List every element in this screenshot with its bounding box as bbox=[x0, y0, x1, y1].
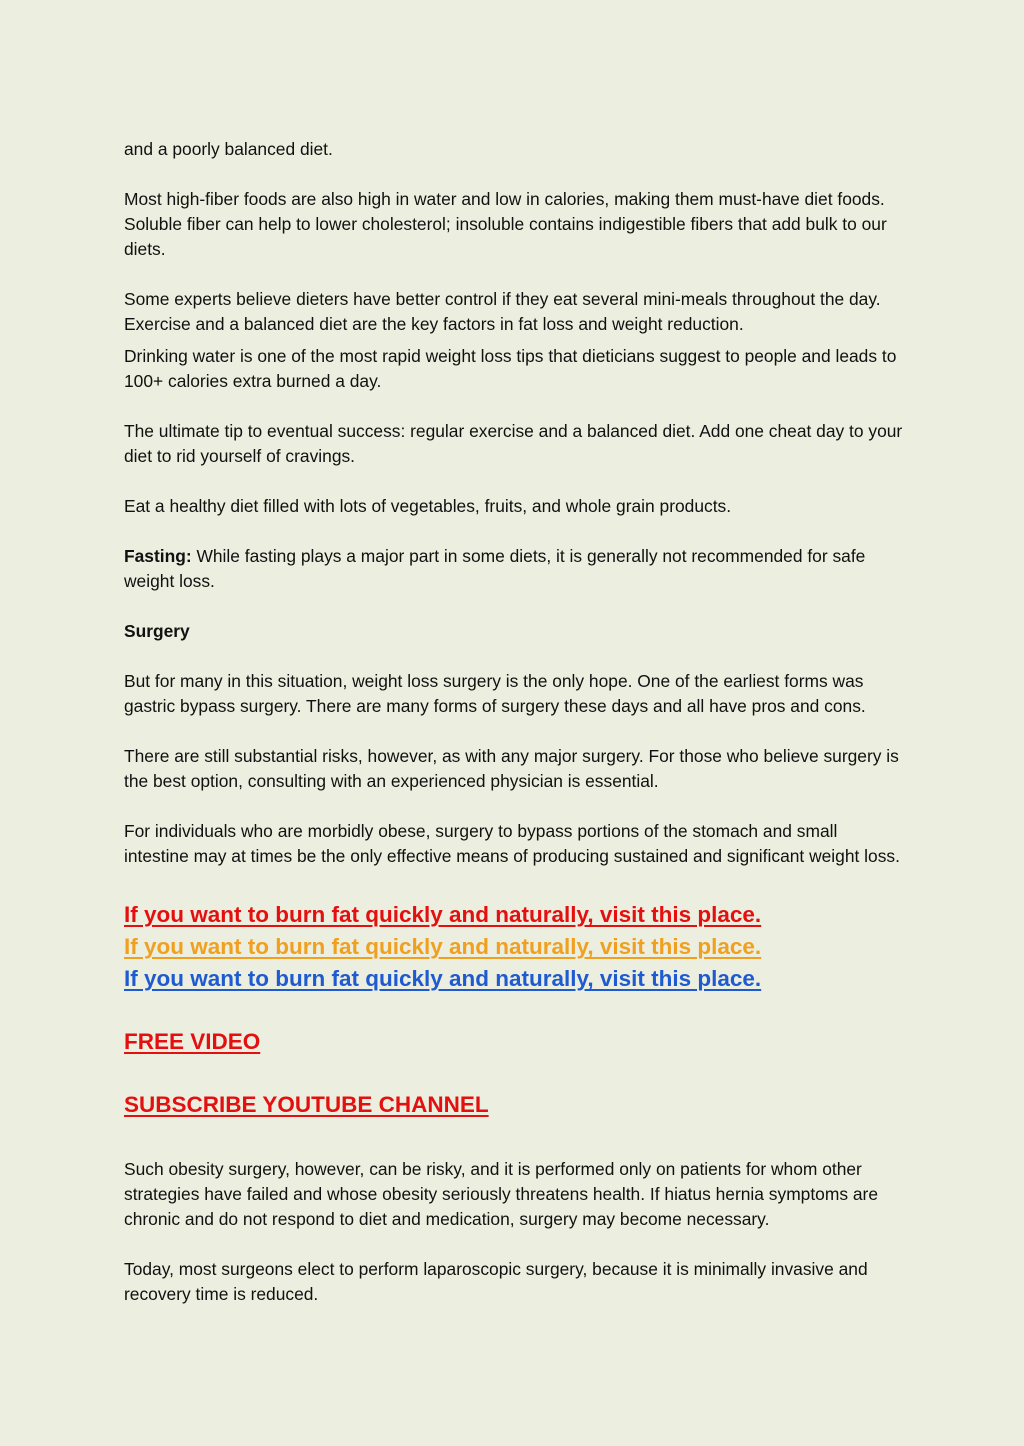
article-body bbox=[124, 137, 904, 1307]
subscribe-youtube-link[interactable]: SUBSCRIBE YOUTUBE CHANNEL bbox=[124, 1092, 489, 1117]
promo-link-orange[interactable]: If you want to burn fat quickly and naturally, visit this place. bbox=[124, 934, 762, 959]
paragraph: There are still substantial risks, however, as with any major surgery. For those who believe surgery is the best option, consulting with an experienced physician is essential. bbox=[124, 746, 899, 791]
paragraph: But for many in this situation, weight loss surgery is the only hope. One of the earliest forms was gastric bypass surgery. There are many forms of surgery these days and all have pros and cons. bbox=[124, 671, 866, 716]
paragraph: Most high-fiber foods are also high in water and low in calories, making them must-have diet foods. Soluble fiber can help to lower cholesterol; insoluble contains indigestible fibers that add bulk to our diets. bbox=[124, 189, 887, 259]
paragraph: Today, most surgeons elect to perform laparoscopic surgery, because it is minimally invasive and recovery time is reduced. bbox=[124, 1259, 868, 1304]
fasting-label: Fasting: bbox=[124, 546, 192, 566]
paragraph: Drinking water is one of the most rapid weight loss tips that dieticians suggest to people and leads to 100+ calories extra burned a day. bbox=[124, 346, 897, 391]
paragraph: Eat a healthy diet filled with lots of vegetables, fruits, and whole grain products. bbox=[124, 496, 732, 516]
free-video-link[interactable]: FREE VIDEO bbox=[124, 1029, 261, 1054]
paragraph: Some experts believe dieters have better control if they eat several mini-meals throughout the day. Exercise and a balanced diet are the key factors in fat loss and weight reduction. bbox=[124, 289, 881, 334]
paragraph: For individuals who are morbidly obese, surgery to bypass portions of the stomach and small intestine may at times be the only effective means of producing sustained and significant weight loss. bbox=[124, 821, 900, 866]
fasting-text: While fasting plays a major part in some diets, it is generally not recommended for safe weight loss. bbox=[124, 546, 866, 591]
paragraph: Such obesity surgery, however, can be risky, and it is performed only on patients for whom other strategies have failed and whose obesity seriously threatens health. If hiatus hernia symptoms are chronic and do not respond to diet and medication, surgery may become necessary. bbox=[124, 1159, 879, 1229]
section-heading-surgery: Surgery bbox=[124, 621, 190, 641]
paragraph: The ultimate tip to eventual success: regular exercise and a balanced diet. Add one cheat day to your diet to rid yourself of cravings. bbox=[124, 421, 903, 466]
promo-link-blue[interactable]: If you want to burn fat quickly and naturally, visit this place. bbox=[124, 966, 762, 991]
promo-link-red[interactable]: If you want to burn fat quickly and naturally, visit this place. bbox=[124, 902, 762, 927]
paragraph: and a poorly balanced diet. bbox=[124, 139, 333, 159]
fasting-paragraph bbox=[124, 544, 904, 594]
promo-links bbox=[124, 899, 904, 995]
